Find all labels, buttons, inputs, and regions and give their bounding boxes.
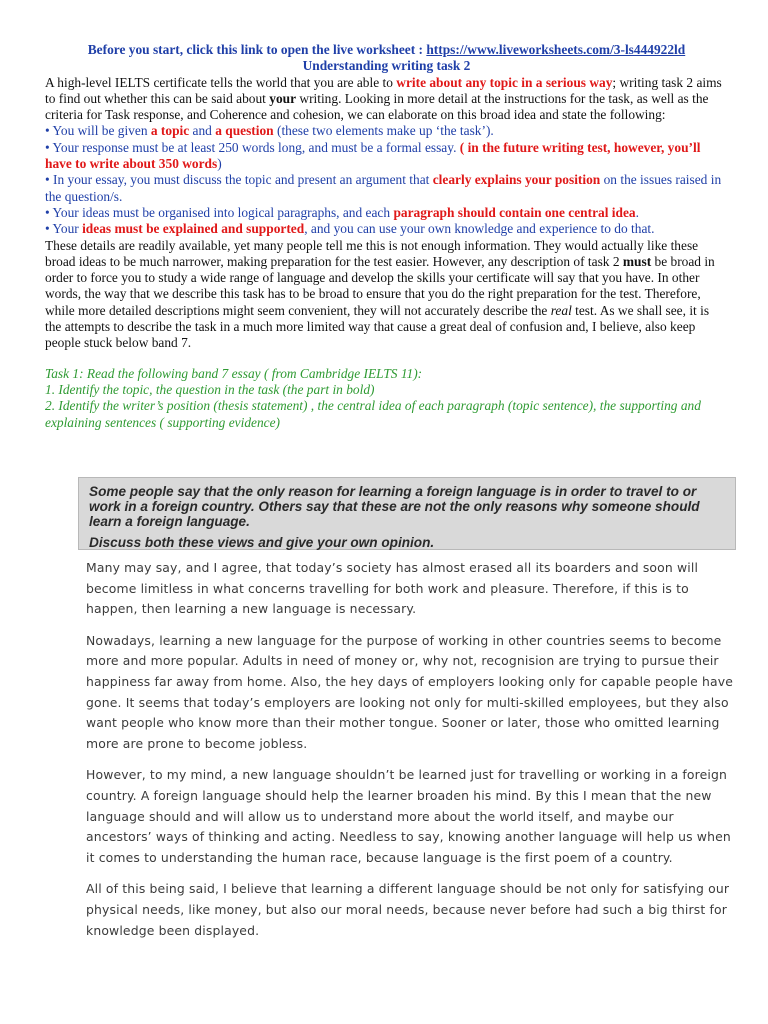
task-instructions: [45, 366, 728, 431]
bullet-text: , and you can use your own knowledge and experience to do that.: [304, 221, 655, 237]
bullet-ideas: [45, 221, 728, 237]
essay-paragraph-1: Many may say, and I agree, that today’s society has almost erased all its boarders and soon will become limitless in what concerns travelling for both work and pleasure. Therefore, if this is to happen, then learning a new language is necessary.: [86, 560, 699, 617]
bullet-text: .: [635, 204, 639, 220]
task-step-1: 1. Identify the topic, the question in the task (the part in bold): [45, 381, 375, 397]
bullet-highlight: clearly explains your position: [432, 172, 601, 188]
details-paragraph: [45, 238, 728, 352]
task-step-2: 2. Identify the writer’s position (thesis statement) , the central idea of each paragraph (topic sentence), the supporting and explaining sentences ( supporting evidence): [45, 398, 701, 430]
bullet-text: • Your response must be at least 250 words long, and must be a formal essay.: [45, 139, 460, 155]
bullet-highlight: paragraph should contain one central idea: [393, 204, 636, 220]
intro-text-2: ; writing task 2 aims to find out whether this can be said about: [45, 74, 722, 106]
details-bold: must: [622, 253, 652, 269]
bullet-highlight: a topic: [150, 123, 190, 139]
bullet-text: • Your: [45, 221, 83, 237]
bullet-text: • Your ideas must be organised into logical paragraphs, and each: [45, 204, 394, 220]
bullet-text: • In your essay, you must discuss the topic and present an argument that: [45, 172, 433, 188]
intro-text-1: A high-level IELTS certificate tells the world that you are able to: [45, 74, 397, 90]
details-italic: real: [550, 302, 572, 318]
details-text-2: be broad in order to force you to study a wide range of language and develop the skills your certificate will say that you have. In other words, the way that we describe this task has to be broad to ensure that you do the right preparation for the test. Therefore, while more detailed descriptions might seem convenient, they will not accurately describe the: [45, 253, 715, 318]
bullet-position: [45, 172, 728, 205]
bullet-paragraphs: [45, 205, 728, 221]
handwritten-essay: [78, 550, 736, 941]
page-title: Understanding writing task 2: [302, 58, 471, 74]
bullet-highlight: a question: [215, 123, 274, 139]
details-text-1: These details are readily available, yet many people tell me this is not enough information. They would actually like these broad ideas to be much narrower, making preparation for the test easier. However, any description of task 2: [45, 237, 699, 269]
essay-scan: [78, 477, 736, 1024]
essay-paragraph-3: However, to my mind, a new language shouldn’t be learned just for travelling or working in a foreign country. A foreign language should help the learner broaden his mind. By this I mean that the new language should and will allow us to understand more about the world itself, and maybe our ancestors’ ways of thinking and acting. Needless to say, knowing another language will help us when it comes to understanding the human race, because language is the first poem of a country.: [86, 767, 731, 865]
bullet-highlight: ideas must be explained and supported: [82, 221, 305, 237]
link-line: [45, 42, 728, 58]
bullet-text: on the issues raised in the question/s.: [45, 172, 722, 204]
bullet-text: (these two elements make up ‘the task’).: [273, 123, 494, 139]
task-heading: Task 1: Read the following band 7 essay ( from Cambridge IELTS 11):: [45, 365, 423, 381]
bullet-text: • You will be given: [45, 123, 151, 139]
intro-bold: your: [269, 90, 297, 106]
intro-highlight: write about any topic in a serious way: [396, 74, 613, 90]
essay-prompt-box: [78, 477, 736, 550]
bullet-text: and: [189, 123, 216, 139]
details-text-3: test. As we shall see, it is the attempts to describe the task in a much more limited way that cause a great deal of confusion and, I believe, also keep people stuck below band 7.: [45, 302, 710, 351]
prompt-statement: Some people say that the only reason for learning a foreign language is in order to travel to or work in a foreign country. Others say that these are not the only reasons why someone should learn a foreign language.: [89, 484, 700, 529]
bullet-highlight: ( in the future writing test, however, you’ll have to write about 350 words: [45, 139, 701, 172]
intro-text-3: writing. Looking in more detail at the instructions for the task, as well as the criteria for Task response, and Coherence and cohesion, we can elaborate on this broad idea and state the following:: [45, 90, 709, 123]
live-worksheet-link[interactable]: https://www.liveworksheets.com/3-ls444922ld: [426, 42, 686, 57]
bullet-topic-question: [45, 123, 728, 139]
intro-paragraph: [45, 75, 728, 124]
bullet-word-count: [45, 140, 728, 173]
bullet-text: ): [217, 156, 222, 172]
intro-instruction: Before you start, click this link to open the live worksheet :: [87, 42, 427, 57]
essay-paragraph-4: All of this being said, I believe that learning a different language should be not only for satisfying our physical needs, like money, but also our moral needs, because never before had such a big thirst for knowledge been displayed.: [86, 881, 730, 938]
prompt-instruction: Discuss both these views and give your own opinion.: [89, 535, 435, 550]
essay-paragraph-2: Nowadays, learning a new language for the purpose of working in other countries seems to become more and more popular. Adults in need of money or, why not, recognision are trying to pursue their happiness far away from home. Also, the hey days of employers looking only for capable people have gone. It seems that today’s employers are looking not only for multi-skilled employees, but they also want people who know more than their mother tongue. Sooner or later, those who omitted learning more are prone to become jobless.: [86, 632, 734, 751]
